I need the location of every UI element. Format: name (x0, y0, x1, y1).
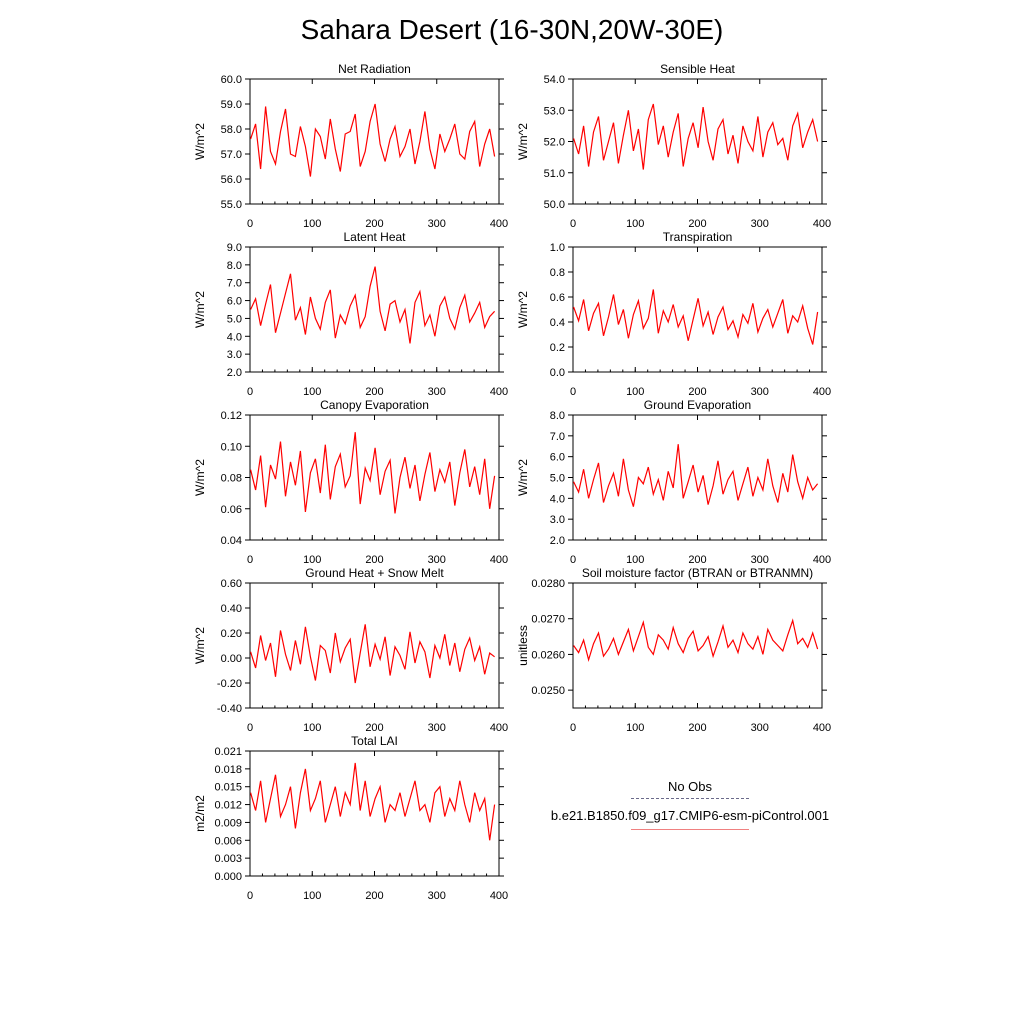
y-tick-label: 6.0 (226, 295, 242, 308)
panel-title: Net Radiation (338, 62, 411, 76)
x-tick-label: 400 (489, 218, 509, 230)
y-tick-label: 0.0280 (531, 578, 565, 590)
y-tick-label: 0.4 (549, 317, 565, 329)
y-tick-label: 0.12 (220, 410, 242, 422)
y-tick-label: 0.0260 (531, 649, 565, 662)
x-tick-label: 400 (812, 386, 832, 398)
panel-3 (516, 230, 831, 398)
panel-frame (250, 415, 499, 540)
y-tick-label: 1.0 (549, 242, 565, 254)
y-tick-label: 7.0 (549, 430, 565, 443)
y-tick-label: 0.009 (214, 817, 242, 830)
y-tick-label: 51.0 (543, 167, 565, 180)
y-tick-label: 6.0 (549, 451, 565, 464)
y-tick-label: 0.003 (214, 853, 242, 866)
panel-5 (516, 398, 831, 566)
x-tick-label: 300 (750, 722, 769, 734)
y-tick-label: 8.0 (226, 259, 242, 272)
y-tick-label: 0.000 (214, 871, 242, 883)
series-line (251, 763, 495, 840)
y-tick-label: 0.6 (549, 292, 565, 304)
y-tick-label: 58.0 (220, 124, 242, 136)
series-line (574, 104, 818, 170)
series-line (251, 267, 495, 344)
panel-ylabel: W/m^2 (516, 459, 530, 496)
y-tick-label: 0.018 (214, 763, 242, 776)
y-tick-label: 0.40 (220, 603, 242, 615)
panel-ylabel: W/m^2 (516, 291, 530, 328)
panel-2 (193, 230, 508, 398)
x-tick-label: 400 (489, 722, 509, 734)
x-tick-label: 300 (750, 386, 769, 398)
x-tick-label: 200 (365, 554, 384, 566)
x-tick-label: 300 (427, 890, 446, 902)
y-tick-label: 8.0 (549, 410, 565, 422)
panel-8 (193, 734, 508, 902)
panel-ylabel: W/m^2 (193, 459, 207, 496)
panel-title: Ground Evaporation (643, 398, 752, 412)
y-tick-label: 0.0 (549, 367, 565, 379)
y-tick-label: 0.012 (214, 799, 242, 812)
legend-model-line (631, 829, 749, 830)
panel-1 (516, 62, 831, 230)
y-tick-label: 55.0 (220, 199, 242, 211)
y-tick-label: 50.0 (543, 199, 565, 211)
x-tick-label: 0 (569, 554, 577, 566)
series-line (574, 621, 818, 660)
panel-title: Canopy Evaporation (320, 398, 429, 412)
x-tick-label: 400 (489, 890, 509, 902)
x-tick-label: 300 (750, 218, 769, 230)
y-tick-label: 0.2 (549, 342, 565, 354)
y-tick-label: 0.04 (220, 535, 242, 547)
x-tick-label: 300 (427, 386, 446, 398)
y-tick-label: -0.40 (216, 703, 242, 715)
panel-0 (193, 62, 508, 230)
y-tick-label: 60.0 (220, 74, 242, 86)
x-tick-label: 100 (303, 386, 322, 398)
x-tick-label: 0 (246, 386, 254, 398)
panel-4 (193, 398, 508, 566)
x-tick-label: 100 (626, 722, 645, 734)
x-tick-label: 0 (569, 218, 577, 230)
y-tick-label: 0.0250 (531, 685, 565, 698)
y-tick-label: 0.006 (214, 835, 242, 848)
legend-obs-line (631, 798, 749, 799)
x-tick-label: 300 (427, 554, 446, 566)
panel-title: Transpiration (662, 230, 733, 244)
y-tick-label: 52.0 (543, 136, 565, 149)
panel-ylabel: unitless (516, 625, 530, 666)
y-tick-label: 5.0 (549, 472, 565, 485)
x-tick-label: 200 (365, 218, 384, 230)
x-tick-label: 100 (626, 386, 645, 398)
y-tick-label: 57.0 (220, 149, 242, 161)
x-tick-label: 300 (750, 554, 769, 566)
series-line (574, 290, 818, 345)
y-tick-label: 0.021 (214, 746, 242, 758)
x-tick-label: 100 (303, 554, 322, 566)
panel-frame (573, 79, 822, 204)
x-tick-label: 200 (365, 890, 384, 902)
y-tick-label: 0.10 (220, 441, 242, 454)
panel-ylabel: W/m^2 (193, 291, 207, 328)
x-tick-label: 0 (569, 386, 577, 398)
legend-obs-label: No Obs (667, 779, 713, 794)
x-tick-label: 100 (626, 554, 645, 566)
y-tick-label: 0.0270 (531, 613, 565, 626)
series-line (574, 444, 818, 507)
y-tick-label: 56.0 (220, 174, 242, 186)
x-tick-label: 0 (246, 890, 254, 902)
series-line (251, 104, 495, 177)
panel-frame (250, 247, 499, 372)
panel-title: Total LAI (351, 734, 398, 748)
y-tick-label: 0.60 (220, 578, 242, 590)
series-line (251, 432, 495, 513)
x-tick-label: 400 (489, 554, 509, 566)
panel-ylabel: W/m^2 (516, 123, 530, 160)
x-tick-label: 200 (365, 722, 384, 734)
panel-title: Ground Heat + Snow Melt (305, 566, 444, 580)
x-tick-label: 400 (489, 386, 509, 398)
y-tick-label: 0.00 (220, 653, 242, 665)
panel-6 (193, 566, 508, 734)
panel-frame (250, 751, 499, 876)
y-tick-label: 3.0 (549, 514, 565, 527)
x-tick-label: 200 (688, 218, 707, 230)
x-tick-label: 200 (688, 386, 707, 398)
x-tick-label: 300 (427, 218, 446, 230)
panel-7 (516, 566, 831, 734)
legend-model-label: b.e21.B1850.f09_g17.CMIP6-esm-piControl.001 (550, 808, 830, 823)
y-tick-label: 2.0 (226, 367, 242, 379)
y-tick-label: 53.0 (543, 105, 565, 118)
x-tick-label: 100 (303, 722, 322, 734)
y-tick-label: 5.0 (226, 313, 242, 326)
y-tick-label: 0.20 (220, 628, 242, 640)
y-tick-label: 4.0 (549, 493, 565, 506)
y-tick-label: 0.06 (220, 503, 242, 516)
y-tick-label: 3.0 (226, 349, 242, 362)
page-title: Sahara Desert (16-30N,20W-30E) (300, 14, 724, 45)
x-tick-label: 0 (246, 554, 254, 566)
x-tick-label: 0 (246, 218, 254, 230)
series-line (251, 624, 495, 683)
panel-title: Latent Heat (343, 230, 406, 244)
x-tick-label: 200 (688, 722, 707, 734)
legend (520, 778, 860, 830)
y-tick-label: 0.8 (549, 267, 565, 279)
x-tick-label: 200 (688, 554, 707, 566)
y-tick-label: 2.0 (549, 535, 565, 547)
x-tick-label: 100 (303, 218, 322, 230)
panel-frame (573, 415, 822, 540)
panel-ylabel: W/m^2 (193, 627, 207, 664)
y-tick-label: 4.0 (226, 331, 242, 344)
x-tick-label: 400 (812, 218, 832, 230)
panel-frame (250, 79, 499, 204)
y-tick-label: 59.0 (220, 99, 242, 111)
y-tick-label: 0.015 (214, 781, 242, 794)
panel-ylabel: W/m^2 (193, 123, 207, 160)
panel-ylabel: m2/m2 (193, 795, 207, 832)
x-tick-label: 400 (812, 554, 832, 566)
y-tick-label: 54.0 (543, 74, 565, 86)
y-tick-label: 9.0 (226, 242, 242, 254)
y-tick-label: 7.0 (226, 277, 242, 290)
x-tick-label: 100 (626, 218, 645, 230)
x-tick-label: 0 (569, 722, 577, 734)
x-tick-label: 200 (365, 386, 384, 398)
x-tick-label: 0 (246, 722, 254, 734)
y-tick-label: -0.20 (216, 678, 242, 690)
y-tick-label: 0.08 (220, 472, 242, 485)
panel-title: Soil moisture factor (BTRAN or BTRANMN) (581, 566, 814, 580)
x-tick-label: 100 (303, 890, 322, 902)
x-tick-label: 300 (427, 722, 446, 734)
x-tick-label: 400 (812, 722, 832, 734)
panel-title: Sensible Heat (660, 62, 735, 76)
